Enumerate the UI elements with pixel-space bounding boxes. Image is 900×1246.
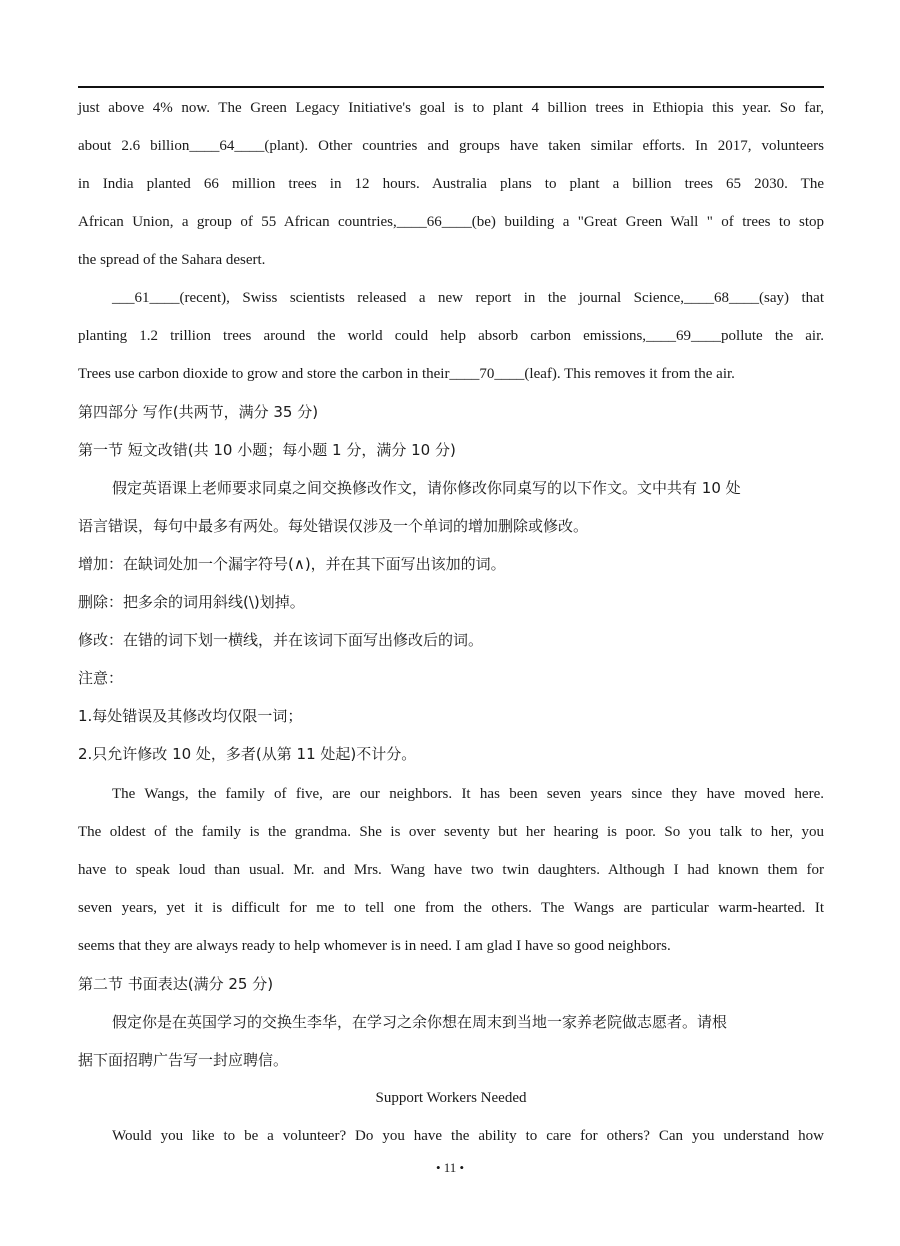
instruction-line: 据下面招聘广告写一封应聘信。	[78, 1051, 289, 1069]
section-heading: 第一节 短文改错(共 10 小题；每小题 1 分，满分 10 分)	[78, 441, 456, 459]
header-rule	[78, 86, 824, 88]
instruction-line: 语言错误，每句中最多有两处。每处错误仅涉及一个单词的增加删除或修改。	[78, 517, 589, 535]
section-heading: 第二节 书面表达(满分 25 分)	[78, 975, 274, 993]
instruction-line: 删除：把多余的词用斜线(\)划掉。	[78, 593, 305, 611]
instruction-line: 1.每处错误及其修改均仅限一词；	[78, 707, 303, 725]
passage-line: seems that they are always ready to help whomever is in need. I am glad I have so good neighbors.	[78, 938, 671, 954]
instruction-line: 假定英语课上老师要求同桌之间交换修改作文，请你修改你同桌写的以下作文。文中共有 10 处	[112, 479, 741, 497]
instruction-line: 增加：在缺词处加一个漏字符号(∧)，并在其下面写出该加的词。	[78, 555, 506, 573]
text-line: ___61____(recent), Swiss scientists released a new report in the journal Science,____68____(say) that	[112, 290, 824, 306]
passage-line: have to speak loud than usual. Mr. and Mrs. Wang have two twin daughters. Although I had known them for	[78, 862, 824, 878]
text-line: in India planted 66 million trees in 12 hours. Australia plans to plant a billion trees 65 2030. The	[78, 176, 824, 192]
text-line: about 2.6 billion____64____(plant). Other countries and groups have taken similar efforts. In 2017, volunteers	[78, 138, 824, 154]
ad-title: Support Workers Needed	[375, 1090, 527, 1106]
text-line: just above 4% now. The Green Legacy Initiative's goal is to plant 4 billion trees in Ethiopia this year. So far,	[78, 100, 824, 116]
passage-line: The oldest of the family is the grandma. She is over seventy but her hearing is poor. So you talk to her, you	[78, 824, 824, 840]
instruction-line: 注意：	[78, 669, 124, 687]
instruction-line: 修改：在错的词下划一横线，并在该词下面写出修改后的词。	[78, 631, 484, 649]
text-line: planting 1.2 trillion trees around the world could help absorb carbon emissions,____69____pollute the air.	[78, 328, 824, 344]
text-line: the spread of the Sahara desert.	[78, 252, 266, 268]
passage-line: The Wangs, the family of five, are our neighbors. It has been seven years since they have moved here.	[112, 786, 824, 802]
text-line: African Union, a group of 55 African countries,____66____(be) building a "Great Green Wall " of trees to stop	[78, 214, 824, 230]
text-line: Trees use carbon dioxide to grow and store the carbon in their____70____(leaf). This removes it from the air.	[78, 366, 735, 382]
passage-line: seven years, yet it is difficult for me to tell one from the others. The Wangs are particular warm-hearted. It	[78, 900, 824, 916]
section-heading: 第四部分 写作(共两节，满分 35 分)	[78, 403, 319, 421]
page-number: • 11 •	[435, 1160, 465, 1175]
instruction-line: 假定你是在英国学习的交换生李华，在学习之余你想在周末到当地一家养老院做志愿者。请根	[112, 1013, 728, 1031]
ad-text-line: Would you like to be a volunteer? Do you have the ability to care for others? Can you understand how	[112, 1128, 824, 1144]
instruction-line: 2.只允许修改 10 处，多者(从第 11 处起)不计分。	[78, 745, 417, 763]
